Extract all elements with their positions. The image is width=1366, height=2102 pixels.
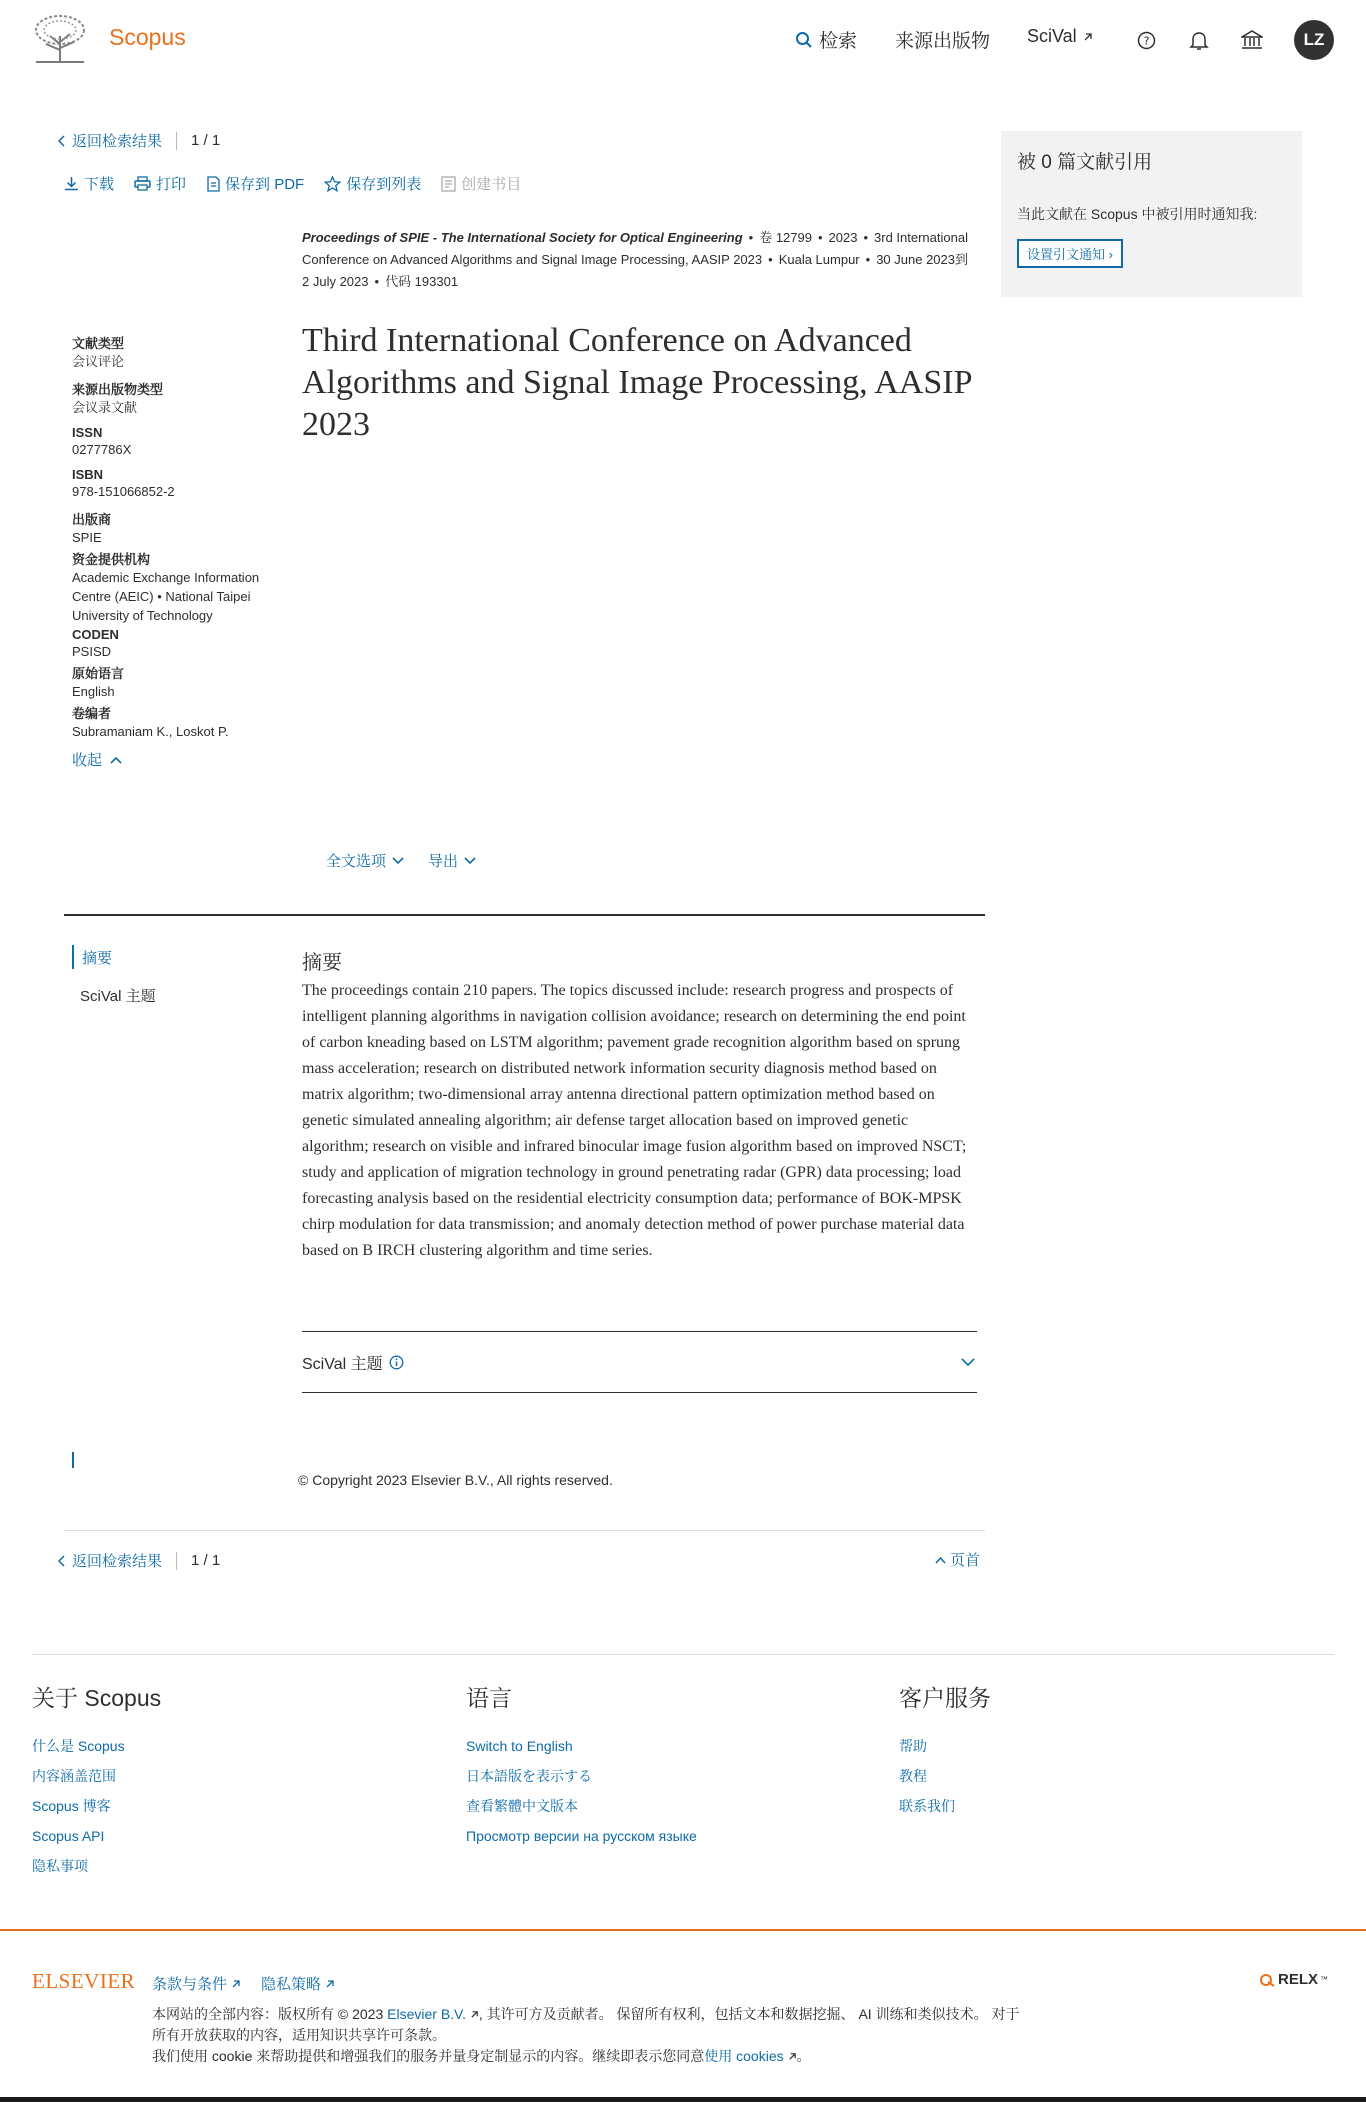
conference-date: 30 June 2023到 2 July 2023 (302, 252, 968, 289)
section-nav (72, 945, 156, 1006)
funding-value: Academic Exchange Information Centre (AEIC) • National Taipei University of Technology (72, 570, 260, 623)
isbn-label: ISBN (72, 467, 104, 482)
chevron-up-icon (110, 756, 122, 764)
institution-icon[interactable] (1241, 30, 1263, 50)
chevron-down-icon (464, 857, 476, 865)
footer-link-english[interactable]: Switch to English (466, 1738, 573, 1754)
year: 2023 (828, 230, 858, 245)
legal-1c: , 其许可方及贡献者。 保留所有权利，包括文本和数据挖掘、 AI 训练和类似技术。 对于所有开放获取的内容，适用知识共享许可条款。 (152, 2006, 1020, 2043)
footer-link-scopus-blog[interactable]: Scopus 博客 (32, 1798, 111, 1814)
download-label: 下载 (84, 176, 115, 193)
legal-notice (152, 2004, 1022, 2067)
back-to-top-link[interactable] (935, 1549, 980, 1570)
footer-link-help[interactable]: 帮助 (899, 1738, 927, 1754)
footer-divider (32, 1654, 1334, 1655)
bottom-result-nav (58, 1550, 220, 1571)
relx-mark-icon (1260, 1973, 1276, 1987)
language-label: 原始语言 (72, 666, 125, 681)
use-cookies-link[interactable]: 使用 cookies (704, 2048, 784, 2064)
section-nav-scival[interactable]: SciVal 主题 (80, 988, 156, 1005)
nav-search-label: 检索 (819, 31, 858, 52)
chevron-up-icon (935, 1556, 946, 1564)
external-link-icon (325, 1979, 335, 1989)
citation-alert-label: 设置引文通知 (1027, 247, 1106, 262)
set-citation-alert-button[interactable]: 设置引文通知 › (1017, 239, 1123, 268)
footer-link-russian[interactable]: Просмотр версии на русском языке (466, 1828, 697, 1844)
printer-icon (134, 176, 151, 191)
relx-label: RELX (1278, 1971, 1319, 1988)
funding-label: 资金提供机构 (72, 552, 151, 567)
back-to-top-label: 页首 (950, 1552, 981, 1569)
terms-link[interactable] (152, 1973, 241, 1994)
issn-label: ISSN (72, 425, 103, 440)
star-icon (324, 176, 341, 192)
full-text-options-button[interactable] (326, 850, 404, 871)
footer-about (32, 1680, 161, 1887)
info-icon[interactable] (389, 1355, 404, 1370)
citation-panel (1001, 131, 1302, 297)
external-link-icon (470, 2010, 479, 2019)
save-pdf-label: 保存到 PDF (225, 176, 305, 193)
section-nav-abstract[interactable]: 摘要 (72, 945, 156, 969)
source-info: Proceedings of SPIE - The International Society for Optical Engineering • 卷 12799 • 2023 • 3rd International Conference on Advanced Algorithms and Signal Image Processing, AASIP 2023 • Kuala Lumpur • 30 June 2023到 2 July 2023 • 代码 193301 (302, 230, 968, 289)
funding-sponsor-1: Academic Exchange Information Centre (AEIC) (72, 570, 260, 604)
create-bibliography-label: 创建书目 (461, 176, 522, 193)
relx-logo[interactable]: RELX ™ (1260, 1971, 1328, 1988)
elsevier-tree-logo[interactable] (32, 14, 88, 64)
conference-name: 3rd International Conference on Advanced Algorithms and Signal Image Processing, AASIP 2023 (302, 230, 968, 267)
back-to-results-link[interactable]: 返回检索结果 (72, 133, 163, 150)
footer-language (466, 1680, 697, 1857)
bibliography-icon (441, 176, 456, 192)
document-title: Third International Conference on Advanced Algorithms and Signal Image Processing, AASIP 2023 (302, 322, 972, 443)
funding-sponsor-2: National Taipei University of Technology (72, 589, 251, 623)
footer-support (899, 1680, 991, 1827)
coden-label: CODEN (72, 627, 119, 642)
footer-link-content-coverage[interactable]: 内容涵盖范围 (32, 1768, 116, 1784)
create-bibliography-button[interactable] (441, 173, 521, 194)
conference-location: Kuala Lumpur (778, 252, 860, 267)
conference-code: 代码 193301 (385, 274, 459, 289)
publisher-label: 出版商 (72, 512, 112, 527)
svg-text:?: ? (1143, 34, 1150, 48)
privacy-policy-label: 隐私策略 (261, 1976, 322, 1993)
footer-link-traditional-chinese[interactable]: 查看繁體中文版本 (466, 1798, 578, 1814)
chevron-left-icon (58, 1555, 66, 1567)
legal-2a: 我们使用 cookie 来帮助提供和增强我们的服务并量身定制显示的内容。继续即表示您同意 (152, 2048, 705, 2064)
legal-line-2 (152, 2046, 1022, 2067)
elsevier-bv-link[interactable]: Elsevier B.V. (387, 2006, 466, 2022)
scopus-logo-text[interactable]: Scopus (109, 24, 186, 50)
doc-type-label: 文献类型 (72, 336, 125, 351)
nav-search[interactable] (795, 26, 857, 53)
document-toolbar (64, 173, 521, 194)
result-counter: 1 / 1 (191, 132, 221, 149)
footer-link-japanese[interactable]: 日本語版を表示する (466, 1768, 592, 1784)
footer-link-what-is-scopus[interactable]: 什么是 Scopus (32, 1738, 125, 1754)
bottom-bar (0, 2097, 1366, 2102)
abstract-text: The proceedings contain 210 papers. The topics discussed include: research progress and prospects of intelligent planning algorithms in navigation collision avoidance; research on determining the end point of carbon kneading based on LSTM algorithm; pavement grade recognition algorithm based on sprung mass acceleration; research on distributed network information security diagnosis method based on matrix algorithm; two-dimensional array antenna directional pattern optimization method based on genetic simulated annealing algorithm; air defense target allocation based on improved genetic algorithm; research on visible and infrared binocular image fusion algorithm based on improved NSCT; study and application of migration technology in ground penetrating radar (GPR) data processing; load forecasting analysis based on the residential electricity consumption data; performance of BOK-MPSK chirp modulation for data transmission; and anomaly detection method of power purchase material data based on B IRCH clustering algorithm and time series. (302, 982, 967, 1259)
terms-label: 条款与条件 (152, 1976, 228, 1993)
chevron-down-icon (392, 857, 404, 865)
footer-link-privacy-matters[interactable]: 隐私事项 (32, 1858, 88, 1874)
abstract-heading: 摘要 (302, 952, 342, 974)
external-link-icon (231, 1979, 241, 1989)
collapse-label: 收起 (72, 752, 103, 769)
scival-topics-accordion[interactable] (302, 1331, 977, 1393)
source-type-value: 会议录文献 (72, 400, 138, 415)
back-to-results-link-bottom[interactable]: 返回检索结果 (72, 1553, 163, 1570)
issn-value: 0277786X (72, 442, 132, 457)
footer-language-title: 语言 (466, 1685, 512, 1711)
privacy-policy-link[interactable] (261, 1973, 335, 1994)
footer-legal-links (152, 1973, 335, 1994)
coden-value: PSISD (72, 644, 112, 659)
collapse-metadata-button[interactable] (72, 749, 272, 770)
editors-value: Subramaniam K., Loskot P. (72, 724, 229, 739)
section-nav-indicator (72, 1452, 74, 1468)
nav-scival[interactable] (1027, 26, 1093, 47)
print-label: 打印 (156, 176, 187, 193)
legal-line-1 (152, 2004, 1022, 2046)
divider (176, 1552, 177, 1570)
footer-about-title: 关于 Scopus (32, 1685, 162, 1711)
chevron-left-icon (58, 135, 66, 147)
document-metadata (72, 333, 272, 770)
document-options (326, 850, 476, 871)
legal-1a: 本网站的全部内容：版权所有 © 2023 (152, 2006, 388, 2022)
citation-count: 被 0 篇文献引用 (1017, 152, 1153, 173)
footer-link-contact[interactable]: 联系我们 (899, 1798, 955, 1814)
external-link-icon (1083, 32, 1093, 42)
search-icon (795, 31, 813, 49)
save-pdf-button[interactable] (206, 173, 304, 194)
export-label: 导出 (428, 853, 459, 870)
result-counter-bottom: 1 / 1 (191, 1552, 221, 1569)
full-text-options-label: 全文选项 (326, 853, 387, 870)
export-button[interactable] (428, 850, 476, 871)
editors-label: 卷编者 (72, 706, 112, 721)
footer-link-scopus-api[interactable]: Scopus API (32, 1828, 105, 1844)
elsevier-logo[interactable]: ELSEVIER (32, 1969, 136, 1993)
print-button[interactable] (134, 173, 186, 194)
legal-2c: 。 (796, 2048, 811, 2064)
download-button[interactable] (64, 173, 114, 194)
save-list-button[interactable] (324, 173, 421, 194)
pdf-icon (206, 176, 220, 192)
footer-accent-line (0, 1929, 1366, 1931)
footer-link-tutorials[interactable]: 教程 (899, 1768, 927, 1784)
footer-support-title: 客户服务 (899, 1685, 991, 1711)
divider (176, 132, 177, 150)
nav-scival-label: SciVal (1027, 26, 1077, 46)
chevron-down-icon (961, 1358, 975, 1367)
source-type-label: 来源出版物类型 (72, 382, 164, 397)
nav-sources[interactable]: 来源出版物 (895, 31, 991, 52)
save-list-label: 保存到列表 (346, 176, 422, 193)
external-link-icon (788, 2052, 797, 2061)
divider (64, 1530, 985, 1531)
download-icon (64, 176, 79, 191)
publisher-value: SPIE (72, 530, 102, 545)
language-value: English (72, 684, 115, 699)
help-icon[interactable] (1137, 31, 1156, 50)
citation-alert-note: 当此文献在 Scopus 中被引用时通知我: (1017, 206, 1258, 222)
volume: 卷 12799 (759, 230, 812, 245)
top-result-nav (58, 130, 220, 151)
scival-topics-label: SciVal 主题 (302, 1355, 383, 1373)
isbn-value: 978-151066852-2 (72, 484, 175, 499)
section-divider (64, 914, 985, 916)
doc-type-value: 会议评论 (72, 354, 125, 369)
copyright-notice: © Copyright 2023 Elsevier B.V., All rights reserved. (298, 1472, 613, 1488)
bell-icon[interactable] (1189, 30, 1209, 51)
journal-link[interactable]: Proceedings of SPIE - The International Society for Optical Engineering (302, 230, 743, 245)
user-avatar[interactable]: LZ (1294, 20, 1334, 60)
